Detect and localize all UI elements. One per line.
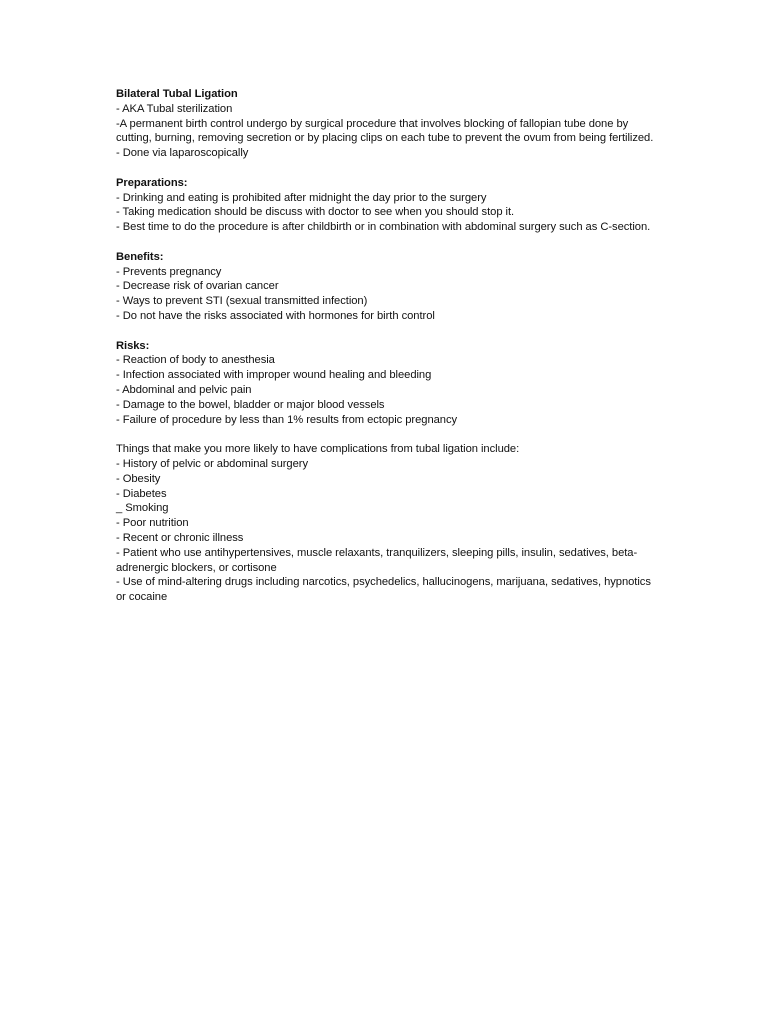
section-benefits — [116, 250, 656, 324]
overview-line: - Done via laparoscopically — [116, 147, 249, 160]
preparations-heading: Preparations: — [116, 176, 188, 189]
risks-item: - Reaction of body to anesthesia — [116, 354, 275, 367]
complications-item: - Recent or chronic illness — [116, 531, 244, 544]
document-body — [116, 87, 656, 620]
complications-item: - Use of mind-altering drugs including narcotics, psychedelics, hallucinogens, marijuana, sedatives, hypnotics or cocaine — [116, 576, 651, 604]
risks-item: - Damage to the bowel, bladder or major blood vessels — [116, 398, 385, 411]
benefits-item: - Ways to prevent STI (sexual transmitted infection) — [116, 295, 368, 308]
risks-heading: Risks: — [116, 339, 150, 352]
complications-item: - Diabetes — [116, 487, 167, 500]
overview-line: -A permanent birth control undergo by surgical procedure that involves blocking of fallopian tube done by cutting, burning, removing secretion or by placing clips on each tube to prevent the ovum from being fertilized. — [116, 117, 654, 145]
overview-line: - AKA Tubal sterilization — [116, 102, 233, 115]
section-preparations — [116, 176, 656, 235]
benefits-heading: Benefits: — [116, 250, 164, 263]
risks-item: - Abdominal and pelvic pain — [116, 383, 252, 396]
complications-item: - Obesity — [116, 472, 161, 485]
preparations-item: - Best time to do the procedure is after childbirth or in combination with abdominal surgery such as C-section. — [116, 221, 651, 234]
risks-item: - Infection associated with improper wound healing and bleeding — [116, 369, 432, 382]
section-complications — [116, 442, 656, 605]
preparations-item: - Drinking and eating is prohibited after midnight the day prior to the surgery — [116, 191, 487, 204]
benefits-item: - Prevents pregnancy — [116, 265, 222, 278]
benefits-item: - Do not have the risks associated with hormones for birth control — [116, 309, 435, 322]
complications-item: _ Smoking — [116, 502, 169, 515]
section-risks — [116, 339, 656, 428]
complications-item: - History of pelvic or abdominal surgery — [116, 457, 308, 470]
complications-item: - Patient who use antihypertensives, muscle relaxants, tranquilizers, sleeping pills, insulin, sedatives, beta-adrenergic blockers, or cortisone — [116, 546, 638, 574]
document-title: Bilateral Tubal Ligation — [116, 88, 238, 100]
benefits-item: - Decrease risk of ovarian cancer — [116, 280, 279, 293]
section-overview — [116, 87, 656, 161]
risks-item: - Failure of procedure by less than 1% results from ectopic pregnancy — [116, 413, 458, 426]
complications-item: - Poor nutrition — [116, 517, 189, 530]
preparations-item: - Taking medication should be discuss with doctor to see when you should stop it. — [116, 206, 515, 219]
complications-heading: Things that make you more likely to have complications from tubal ligation include: — [116, 443, 520, 456]
